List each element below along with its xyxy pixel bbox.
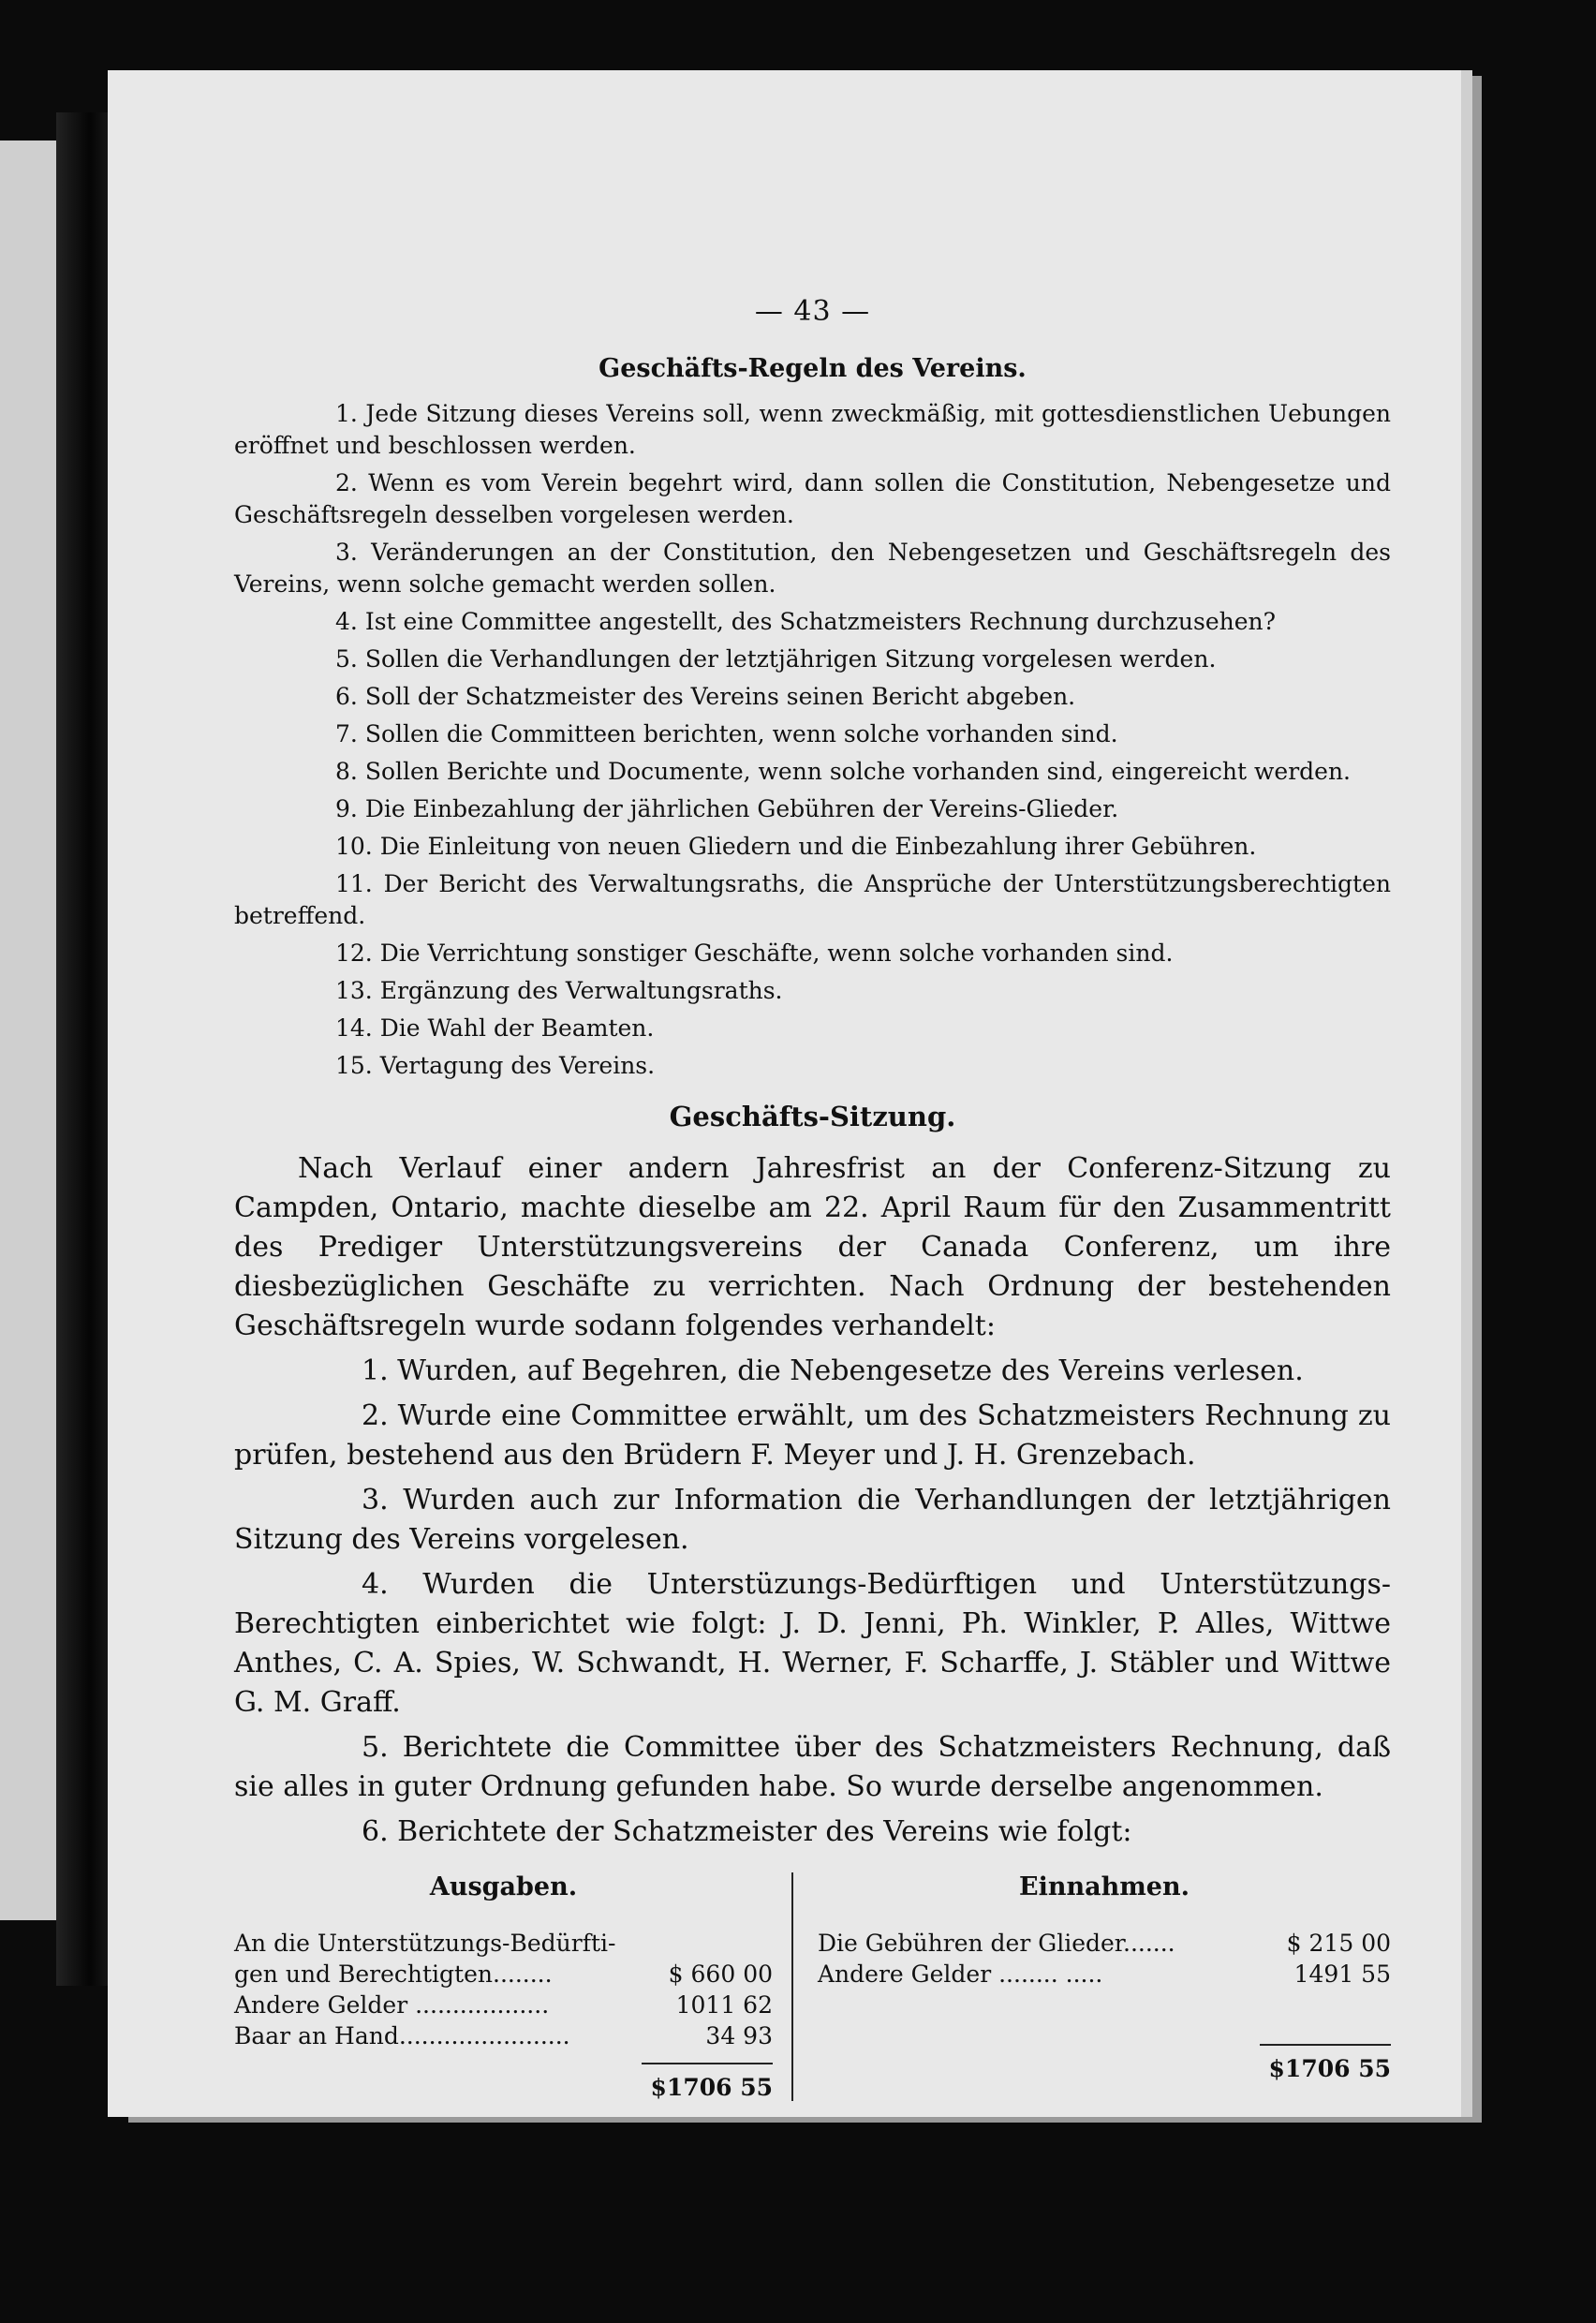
rules-list: [234, 398, 1391, 1082]
session-item: 2. Wurde eine Committee erwählt, um des Schatzmeisters Rechnung zu prüfen, bestehend aus den Brüdern F. Meyer und J. H. Grenzebach.: [234, 1399, 1391, 1472]
session-item: 4. Wurden die Unterstüzungs-Bedürftigen und Unterstützungs-Berechtigten einberichtet wie folgt: J. D. Jenni, Ph. Winkler, P. Alles, Wittwe Anthes, C. A. Spies, W. Schwandt, H. Werner, F. Scharffe, J. Stäbler und Wittwe G. M. Graff.: [234, 1568, 1391, 1719]
treasurer-accounts: [234, 1872, 1391, 2101]
session-heading: Geschäfts-Sitzung.: [669, 1101, 956, 1132]
rule-item: 14. Die Wahl der Beamten.: [335, 1014, 655, 1042]
income-title: Einnahmen.: [1019, 1872, 1190, 1901]
income-column: [793, 1872, 1391, 2101]
rule-item: 15. Vertagung des Vereins.: [335, 1052, 656, 1079]
expense-row: An die Unterstützungs-Bedürfti-: [234, 1930, 616, 1957]
income-row: Die Gebühren der Glieder....... $ 215 00: [818, 1930, 1391, 1957]
document-page: [108, 70, 1461, 2117]
income-total: $1706 55: [1260, 2044, 1391, 2082]
page-number: — 43 —: [754, 295, 871, 328]
session-items: [234, 1352, 1391, 1852]
session-item: 3. Wurden auch zur Information die Verhandlungen der letztjährigen Sitzung des Vereins vorgelesen.: [234, 1484, 1391, 1556]
rule-item: 12. Die Verrichtung sonstiger Geschäfte, wenn solche vorhanden sind.: [335, 940, 1174, 967]
income-row: Andere Gelder ........ ..... 1491 55: [818, 1960, 1391, 1988]
rule-item: 10. Die Einleitung von neuen Gliedern und die Einbezahlung ihrer Gebühren.: [335, 833, 1257, 860]
book-gutter: [56, 112, 112, 1986]
rule-item: 8. Sollen Berichte und Documente, wenn solche vorhanden sind, eingereicht werden.: [335, 758, 1351, 785]
rules-heading: Geschäfts-Regeln des Vereins.: [598, 354, 1027, 383]
rule-item: 1. Jede Sitzung dieses Vereins soll, wenn zweckmäßig, mit gottesdienstlichen Uebungen eröffnet und beschlossen werden.: [234, 400, 1391, 459]
session-item: 6. Berichtete der Schatzmeister des Vereins wie folgt:: [362, 1815, 1132, 1848]
expense-row: Andere Gelder .................. 1011 62: [234, 1991, 773, 2019]
expense-row: Baar an Hand....................... 34 93: [234, 2022, 773, 2049]
rule-item: 2. Wenn es vom Verein begehrt wird, dann sollen die Constitution, Nebengesetze und Geschäftsregeln desselben vorgelesen werden.: [234, 469, 1391, 528]
rule-item: 3. Veränderungen an der Constitution, den Nebengesetzen und Geschäftsregeln des Vereins, wenn solche gemacht werden sollen.: [234, 539, 1391, 598]
expenses-title: Ausgaben.: [429, 1872, 578, 1901]
expenses-column: [234, 1872, 793, 2101]
expense-row: gen und Berechtigten........ $ 660 00: [234, 1960, 773, 1988]
rule-item: 11. Der Bericht des Verwaltungsraths, die Ansprüche der Unterstützungsberechtigten betreffend.: [234, 870, 1391, 929]
rule-item: 13. Ergänzung des Verwaltungsraths.: [335, 977, 783, 1004]
expenses-total: $1706 55: [642, 2063, 773, 2101]
session-intro: Nach Verlauf einer andern Jahresfrist an der Conferenz-Sitzung zu Campden, Ontario, machte dieselbe am 22. April Raum für den Zusammentritt des Prediger Unterstützungsvereins der Canada Conferenz, um ihre diesbezüglichen Geschäfte zu verrichten. Nach Ordnung der bestehenden Geschäftsregeln wurde sodann folgendes verhandelt:: [234, 1152, 1391, 1342]
rule-item: 6. Soll der Schatzmeister des Vereins seinen Bericht abgeben.: [335, 683, 1076, 710]
rule-item: 7. Sollen die Committeen berichten, wenn solche vorhanden sind.: [335, 720, 1118, 747]
rule-item: 5. Sollen die Verhandlungen der letztjährigen Sitzung vorgelesen werden.: [335, 645, 1217, 673]
rule-item: 9. Die Einbezahlung der jährlichen Gebühren der Vereins-Glieder.: [335, 795, 1119, 822]
session-item: 1. Wurden, auf Begehren, die Nebengesetze des Vereins verlesen.: [362, 1354, 1304, 1387]
page-content: [234, 295, 1391, 2101]
rule-item: 4. Ist eine Committee angestellt, des Schatzmeisters Rechnung durchzusehen?: [335, 608, 1277, 635]
session-item: 5. Berichtete die Committee über des Schatzmeisters Rechnung, daß sie alles in guter Ordnung gefunden habe. So wurde derselbe angenommen.: [234, 1731, 1391, 1803]
